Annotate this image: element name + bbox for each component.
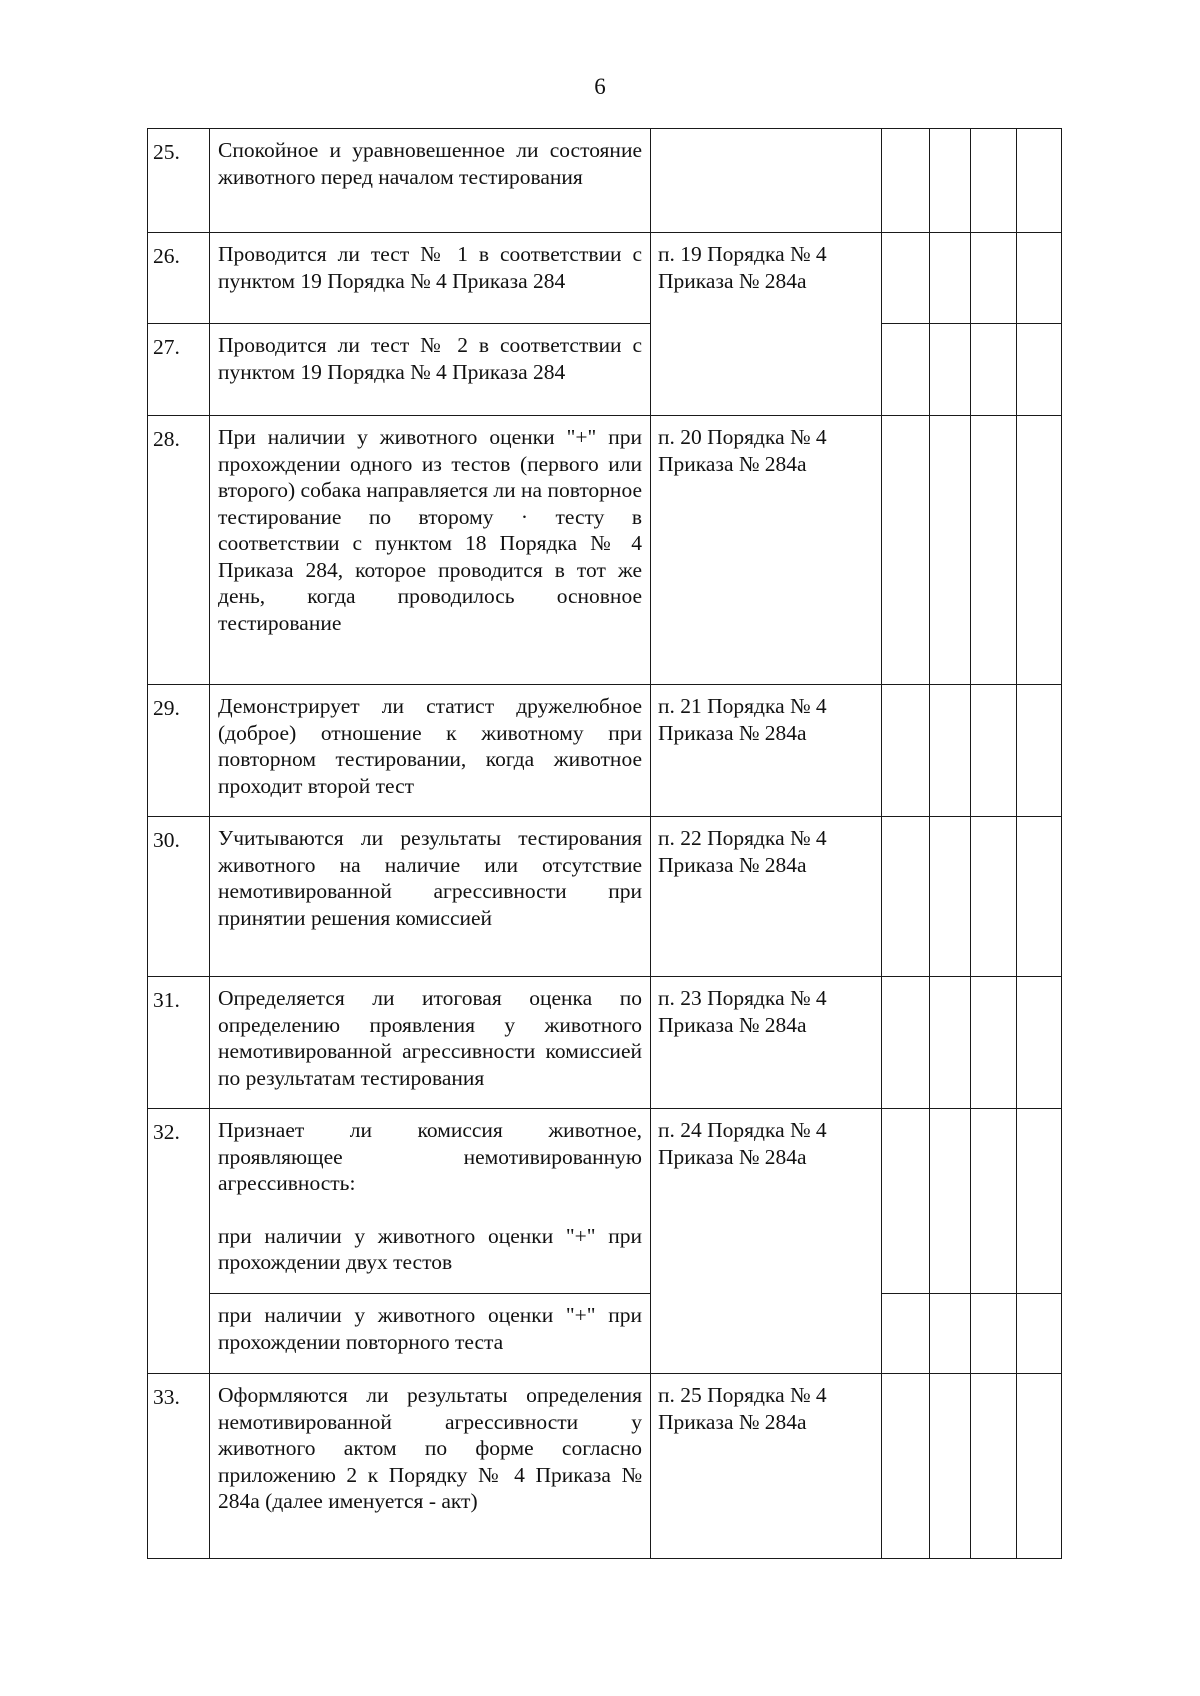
table-row (148, 1109, 1062, 1294)
check-cell (971, 685, 1017, 817)
check-cell (1017, 324, 1062, 416)
question-cell (210, 685, 651, 817)
check-cell (882, 817, 930, 977)
question-text: Определяется ли итоговая оценка по определению проявления у животного немотивированной агрессивности комиссией по результатам тестирования (218, 986, 642, 1090)
check-cell (1017, 685, 1062, 817)
check-cell (930, 1294, 971, 1374)
check-cell (1017, 1374, 1062, 1559)
check-cell (1017, 977, 1062, 1109)
row-number: 27. (148, 324, 210, 416)
check-cell (1017, 233, 1062, 324)
question-cell (210, 324, 651, 416)
question-cell (210, 1109, 651, 1294)
check-cell (882, 1109, 930, 1294)
check-cell (930, 1109, 971, 1294)
checklist-table (147, 128, 1062, 1559)
check-cell (930, 233, 971, 324)
row-number: 32. (148, 1109, 210, 1374)
check-cell (930, 817, 971, 977)
table-row (148, 416, 1062, 685)
reference-cell: п. 22 Порядка № 4 Приказа № 284а (651, 817, 882, 977)
table-row (148, 1374, 1062, 1559)
table-row (148, 685, 1062, 817)
table-row (148, 977, 1062, 1109)
page-number: 6 (594, 74, 606, 99)
row-number: 33. (148, 1374, 210, 1559)
check-cell (1017, 817, 1062, 977)
check-cell (882, 324, 930, 416)
check-cell (882, 416, 930, 685)
question-text: Признает ли комиссия животное, проявляющее немотивированную агрессивность: (218, 1118, 642, 1195)
check-cell (971, 977, 1017, 1109)
question-text: при наличии у животного оценки "+" при прохождении повторного теста (218, 1303, 642, 1354)
question-cell (210, 977, 651, 1109)
question-text: Оформляются ли результаты определения немотивированной агрессивности у животного актом по форме согласно приложению 2 к Порядку № 4 Приказа № 284а (далее именуется - акт) (218, 1383, 642, 1513)
table-row (148, 1294, 1062, 1374)
check-cell (930, 129, 971, 233)
question-cell (210, 416, 651, 685)
row-number: 30. (148, 817, 210, 977)
table-row (148, 233, 1062, 324)
check-cell (971, 324, 1017, 416)
check-cell (971, 416, 1017, 685)
question-cell (210, 129, 651, 233)
check-cell (971, 817, 1017, 977)
row-number: 25. (148, 129, 210, 233)
question-cell (210, 817, 651, 977)
table-row (148, 324, 1062, 416)
reference-cell: п. 19 Порядка № 4 Приказа № 284а (651, 233, 882, 416)
reference-cell: п. 23 Порядка № 4 Приказа № 284а (651, 977, 882, 1109)
question-subtext: при наличии у животного оценки "+" при прохождении двух тестов (218, 1223, 642, 1274)
reference-cell: п. 21 Порядка № 4 Приказа № 284а (651, 685, 882, 817)
check-cell (882, 685, 930, 817)
question-cell (210, 233, 651, 324)
check-cell (1017, 1109, 1062, 1294)
reference-cell: п. 20 Порядка № 4 Приказа № 284а (651, 416, 882, 685)
check-cell (971, 1109, 1017, 1294)
table-row (148, 817, 1062, 977)
check-cell (882, 1374, 930, 1559)
question-cell (210, 1294, 651, 1374)
check-cell (882, 233, 930, 324)
check-cell (971, 129, 1017, 233)
check-cell (882, 977, 930, 1109)
check-cell (930, 324, 971, 416)
row-number: 31. (148, 977, 210, 1109)
row-number: 26. (148, 233, 210, 324)
check-cell (882, 129, 930, 233)
question-text: Проводится ли тест № 2 в соответствии с пунктом 19 Порядка № 4 Приказа 284 (218, 333, 642, 384)
check-cell (1017, 129, 1062, 233)
reference-cell: п. 25 Порядка № 4 Приказа № 284а (651, 1374, 882, 1559)
check-cell (1017, 1294, 1062, 1374)
check-cell (930, 977, 971, 1109)
check-cell (930, 685, 971, 817)
question-text: Учитываются ли результаты тестирования животного на наличие или отсутствие немотивированной агрессивности при принятии решения комиссией (218, 826, 642, 930)
check-cell (930, 1374, 971, 1559)
check-cell (930, 416, 971, 685)
reference-cell: п. 24 Порядка № 4 Приказа № 284а (651, 1109, 882, 1374)
check-cell (1017, 416, 1062, 685)
row-number: 28. (148, 416, 210, 685)
check-cell (971, 1294, 1017, 1374)
question-text: Спокойное и уравновешенное ли состояние животного перед началом тестирования (218, 138, 642, 189)
check-cell (971, 1374, 1017, 1559)
question-text: Проводится ли тест № 1 в соответствии с пунктом 19 Порядка № 4 Приказа 284 (218, 242, 642, 293)
check-cell (971, 233, 1017, 324)
question-cell (210, 1374, 651, 1559)
question-text: Демонстрирует ли статист дружелюбное (доброе) отношение к животному при повторном тестировании, когда животное проходит второй тест (218, 694, 642, 798)
row-number: 29. (148, 685, 210, 817)
check-cell (882, 1294, 930, 1374)
table-row (148, 129, 1062, 233)
question-text: При наличии у животного оценки "+" при прохождении одного из тестов (первого или второго) собака направляется ли на повторное тестирование по второму · тесту в соответствии с пунктом 18 Порядка № 4 Приказа 284, которое проводится в тот же день, когда проводилось основное тестирование (218, 425, 642, 635)
reference-cell (651, 129, 882, 233)
